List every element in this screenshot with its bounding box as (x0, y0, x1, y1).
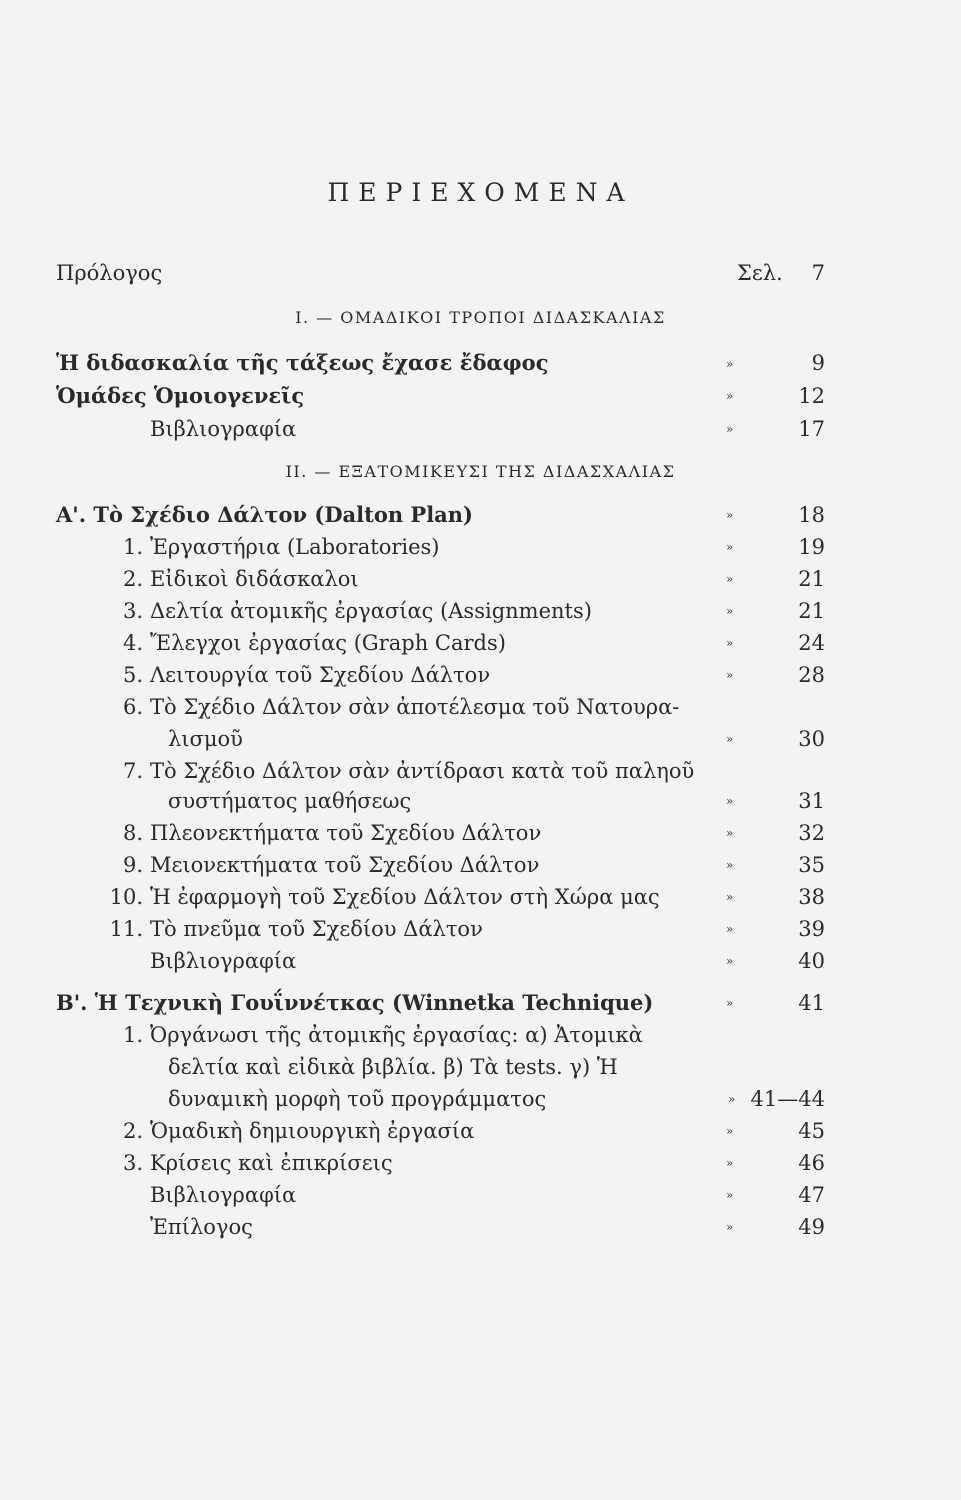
toc-row (0, 532, 961, 562)
toc-page: 21 (798, 567, 825, 591)
toc-page: 18 (798, 503, 825, 527)
toc-number: 11. (109, 917, 143, 941)
ditto-mark: » (726, 389, 734, 403)
toc-text: Εἰδικοὶ διδάσκαλοι (150, 567, 359, 591)
toc-text: Α'. Τὸ Σχέδιο Δάλτον (Dalton Plan) (56, 502, 473, 527)
toc-page: 19 (798, 535, 825, 559)
toc-page: 35 (798, 853, 825, 877)
toc-row (0, 596, 961, 626)
ditto-mark: » (726, 1220, 734, 1234)
toc-text: Ἡ ἐφαρμογὴ τοῦ Σχεδίου Δάλτον στὴ Χώρα μας (150, 885, 660, 909)
ditto-mark: » (726, 636, 734, 650)
toc-text: Τὸ Σχέδιο Δάλτον σὰν ἀντίδρασι κατὰ τοῦ παληοῦ (150, 759, 695, 783)
ditto-mark: » (726, 540, 734, 554)
toc-row (0, 500, 961, 530)
ditto-mark: » (728, 1092, 736, 1106)
toc-text: Ἐπίλογος (150, 1215, 253, 1239)
toc-row (0, 1084, 961, 1114)
section-heading-2: II. — ΕΞΑΤΟΜΙΚΕΥΣΙ ΤΗΣ ΔΙΔΑΣΧΑΛΙΑΣ (285, 462, 676, 481)
page-label: Σελ. (737, 261, 783, 285)
toc-text: Β'. Ἡ Τεχνικὴ Γουΐννέτκας (Winnetka Technique) (56, 990, 654, 1015)
toc-number: 5. (122, 663, 143, 687)
toc-row (0, 756, 961, 786)
toc-text: Πλεονεκτήματα τοῦ Σχεδίου Δάλτον (150, 821, 542, 845)
toc-row (0, 660, 961, 690)
toc-row (0, 1180, 961, 1210)
toc-text: Ὁμάδες Ὁμοιογενεῖς (56, 383, 305, 408)
toc-row (0, 946, 961, 976)
toc-text: Ἔλεγχοι ἐργασίας (Graph Cards) (150, 631, 506, 655)
toc-row (0, 988, 961, 1018)
toc-text: συστήματος μαθήσεως (168, 789, 412, 813)
toc-row (0, 914, 961, 944)
toc-page: 40 (798, 949, 825, 973)
toc-row (0, 818, 961, 848)
toc-page: 31 (798, 789, 825, 813)
toc-text: δελτία καὶ εἰδικὰ βιβλία. β) Τὰ tests. γ) Ἡ (168, 1055, 618, 1079)
ditto-mark: » (726, 1124, 734, 1138)
toc-row (0, 628, 961, 658)
toc-text: Βιβλιογραφία (150, 949, 297, 973)
toc-page: 41—44 (750, 1087, 825, 1111)
toc-row (0, 724, 961, 754)
toc-text: λισμοῦ (168, 727, 243, 751)
page-title: ΠΕΡΙΕΧΟΜΕΝΑ (327, 178, 634, 207)
toc-text: Βιβλιογραφία (150, 1183, 297, 1207)
toc-page: 17 (798, 417, 825, 441)
toc-page: 39 (798, 917, 825, 941)
toc-number: 4. (122, 631, 143, 655)
ditto-mark: » (726, 1156, 734, 1170)
toc-text: Μειονεκτήματα τοῦ Σχεδίου Δάλτον (150, 853, 540, 877)
toc-row (0, 381, 961, 411)
toc-text: Πρόλογος (56, 261, 163, 285)
toc-number: 6. (122, 695, 143, 719)
toc-number: 2. (122, 567, 143, 591)
toc-page: 45 (798, 1119, 825, 1143)
ditto-mark: » (726, 996, 734, 1010)
toc-page: 12 (798, 384, 825, 408)
toc-row (0, 414, 961, 444)
toc-text: Τὸ πνεῦμα τοῦ Σχεδίου Δάλτον (150, 917, 483, 941)
toc-row-prologue (0, 258, 961, 288)
toc-page: 32 (798, 821, 825, 845)
ditto-mark: » (726, 422, 734, 436)
toc-row (0, 882, 961, 912)
toc-row (0, 1212, 961, 1242)
toc-text: Ἡ διδασκαλία τῆς τάξεως ἔχασε ἔδαφος (56, 350, 549, 375)
toc-number: 3. (122, 1151, 143, 1175)
toc-row (0, 1148, 961, 1178)
toc-row (0, 850, 961, 880)
toc-text: Δελτία ἀτομικῆς ἐργασίας (Assignments) (150, 599, 592, 623)
toc-page: 46 (798, 1151, 825, 1175)
ditto-mark: » (726, 604, 734, 618)
toc-number: 10. (109, 885, 143, 909)
ditto-mark: » (726, 858, 734, 872)
ditto-mark: » (726, 732, 734, 746)
toc-text: Ὀργάνωσι τῆς ἀτομικῆς ἐργασίας: α) Ἀτομικὰ (150, 1023, 643, 1047)
toc-row (0, 786, 961, 816)
toc-text: Βιβλιογραφία (150, 417, 297, 441)
toc-text: Κρίσεις καὶ ἐπικρίσεις (150, 1151, 393, 1175)
toc-row (0, 348, 961, 378)
toc-page: 38 (798, 885, 825, 909)
toc-number: 8. (122, 821, 143, 845)
toc-text: Ἐργαστήρια (Laboratories) (150, 535, 440, 559)
ditto-mark: » (726, 572, 734, 586)
toc-page: 24 (798, 631, 825, 655)
ditto-mark: » (726, 890, 734, 904)
toc-page: 9 (811, 351, 825, 375)
toc-number: 9. (122, 853, 143, 877)
toc-text: Λειτουργία τοῦ Σχεδίου Δάλτον (150, 663, 491, 687)
toc-row (0, 692, 961, 722)
toc-page: 28 (798, 663, 825, 687)
ditto-mark: » (726, 794, 734, 808)
toc-page: 30 (798, 727, 825, 751)
section-heading-1: I. — ΟΜΑΔΙΚΟΙ ΤΡΟΠΟΙ ΔΙΔΑΣΚΑΛΙΑΣ (295, 308, 666, 327)
toc-number: 7. (122, 759, 143, 783)
toc-page: 41 (798, 991, 825, 1015)
toc-page: 47 (798, 1183, 825, 1207)
toc-number: 1. (122, 1023, 143, 1047)
ditto-mark: » (726, 954, 734, 968)
toc-number: 2. (122, 1119, 143, 1143)
ditto-mark: » (726, 922, 734, 936)
ditto-mark: » (726, 508, 734, 522)
toc-row (0, 1020, 961, 1050)
ditto-mark: » (726, 1188, 734, 1202)
toc-text: δυναμικὴ μορφὴ τοῦ προγράμματος (168, 1087, 547, 1111)
ditto-mark: » (726, 826, 734, 840)
toc-text: Ὁμαδικὴ δημιουργικὴ ἐργασία (150, 1119, 475, 1143)
toc-text: Τὸ Σχέδιο Δάλτον σὰν ἀποτέλεσμα τοῦ Νατουρα- (150, 695, 680, 719)
toc-number: 1. (122, 535, 143, 559)
ditto-mark: » (726, 668, 734, 682)
toc-row (0, 564, 961, 594)
toc-row (0, 1116, 961, 1146)
toc-page: 7 (811, 261, 825, 285)
toc-row (0, 1052, 961, 1082)
toc-page: 21 (798, 599, 825, 623)
toc-page: 49 (798, 1215, 825, 1239)
toc-number: 3. (122, 599, 143, 623)
ditto-mark: » (726, 357, 734, 371)
